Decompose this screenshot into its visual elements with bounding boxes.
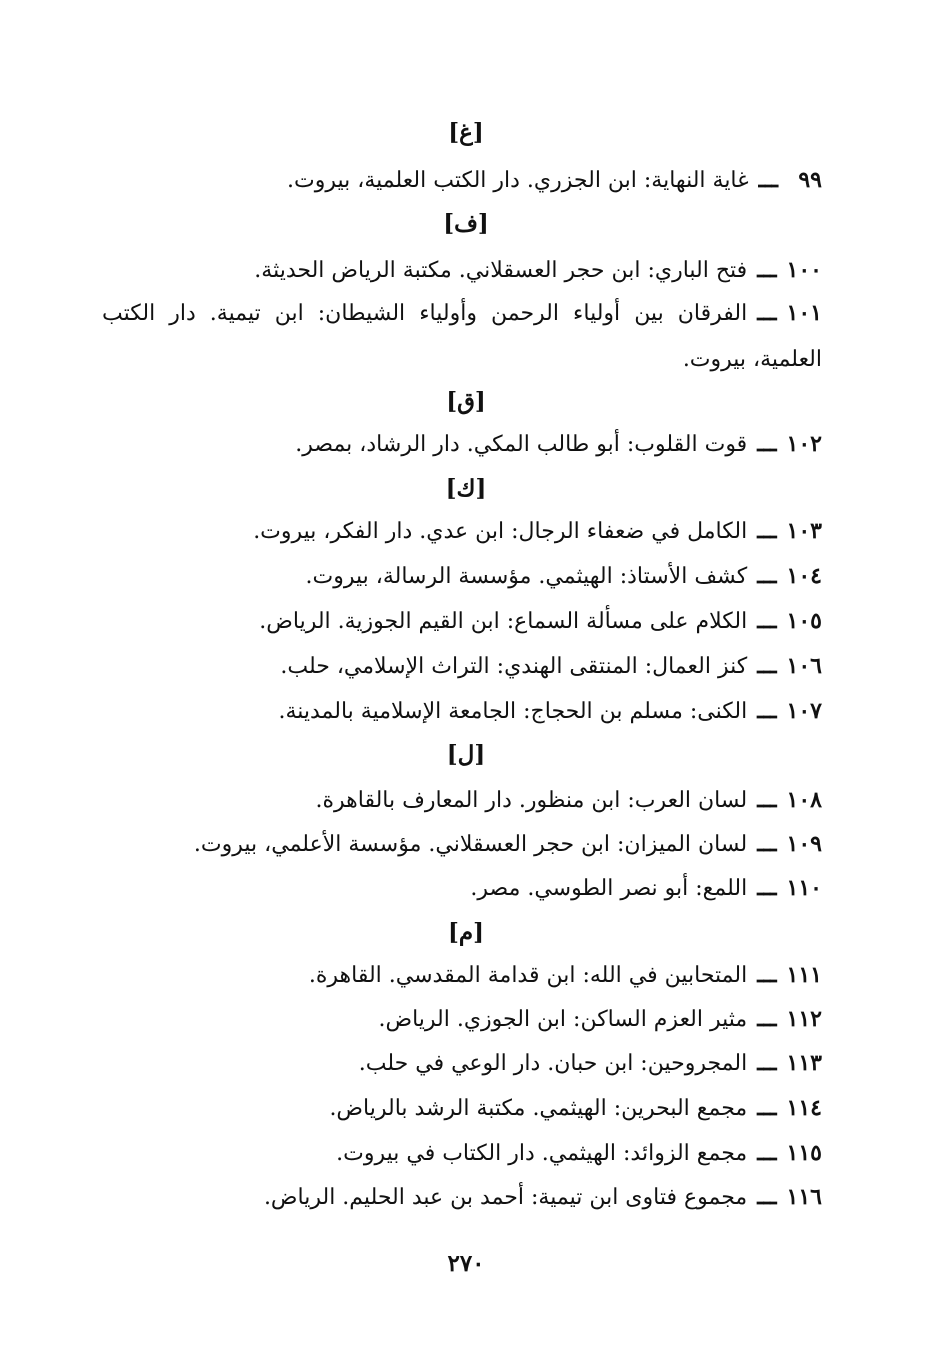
- entry-dash: ـــ: [757, 431, 777, 457]
- bibliography-entry-105: [102, 598, 822, 645]
- entry-dash: ـــ: [757, 962, 777, 988]
- entry-dash: ـــ: [757, 1140, 777, 1166]
- bibliography-entry-109: [102, 821, 822, 868]
- entry-text: الكامل في ضعفاء الرجال: ابن عدي. دار الفكر، بيروت.: [253, 519, 748, 544]
- entry-number: ١٠١: [786, 300, 822, 326]
- entry-dash: ـــ: [757, 563, 777, 589]
- entry-text: غاية النهاية: ابن الجزري. دار الكتب العلمية، بيروت.: [287, 168, 749, 193]
- entry-text: فتح الباري: ابن حجر العسقلاني. مكتبة الرياض الحديثة.: [254, 258, 748, 283]
- entry-dash: ـــ: [757, 518, 777, 544]
- section-heading-fa: [ف]: [443, 210, 489, 237]
- entry-number: ٩٩: [798, 167, 822, 193]
- entry-number: ١٠٤: [786, 563, 822, 589]
- entry-dash: ـــ: [757, 698, 777, 724]
- entry-text: مجموع فتاوى ابن تيمية: أحمد بن عبد الحليم. الرياض.: [263, 1185, 748, 1210]
- entry-number: ١١٥: [786, 1140, 822, 1166]
- section-heading-ghayn: [غ]: [448, 119, 484, 146]
- entry-number: ١٠٧: [786, 698, 822, 724]
- entry-number: ١١٦: [786, 1184, 822, 1210]
- entry-number: ١٠٦: [786, 653, 822, 679]
- entry-text: مجمع الزوائد: الهيثمي. دار الكتاب في بيروت.: [336, 1141, 748, 1166]
- section-heading-mim: [م]: [447, 919, 484, 946]
- entry-dash: ـــ: [757, 1006, 777, 1032]
- entry-dash: ـــ: [758, 167, 778, 193]
- entry-number: ١١٤: [786, 1095, 822, 1121]
- bibliography-entry-99: [102, 157, 822, 204]
- entry-dash: ـــ: [757, 787, 777, 813]
- entry-dash: ـــ: [757, 1095, 777, 1121]
- entry-text: اللمع: أبو نصر الطوسي. مصر.: [470, 876, 748, 901]
- entry-dash: ـــ: [757, 875, 777, 901]
- entry-text: المجروحين: ابن حبان. دار الوعي في حلب.: [358, 1051, 748, 1076]
- entry-number: ١١٣: [786, 1050, 822, 1076]
- entry-number: ١١٢: [786, 1006, 822, 1032]
- entry-text: كشف الأستاذ: الهيثمي. مؤسسة الرسالة، بيروت.: [305, 564, 748, 589]
- section-heading-kaf: [ك]: [445, 475, 487, 502]
- bibliography-entry-100: [102, 247, 822, 294]
- bibliography-entry-102: [102, 421, 822, 468]
- bibliography-entry-108: [102, 777, 822, 824]
- entry-text: لسان الميزان: ابن حجر العسقلاني. مؤسسة الأعلمي، بيروت.: [193, 832, 748, 857]
- page-number: ٢٧٠: [447, 1250, 485, 1277]
- entry-dash: ـــ: [757, 300, 777, 326]
- entry-dash: ـــ: [757, 257, 777, 283]
- entry-number: ١٠٥: [786, 608, 822, 634]
- bibliography-entry-113: [102, 1040, 822, 1087]
- bibliography-entry-111: [102, 952, 822, 999]
- entry-number: ١١٠: [786, 875, 822, 901]
- entry-number: ١١١: [786, 962, 822, 988]
- entry-text: لسان العرب: ابن منظور. دار المعارف بالقاهرة.: [315, 788, 748, 813]
- entry-text: المتحابين في الله: ابن قدامة المقدسي. القاهرة.: [308, 963, 748, 988]
- bibliography-entry-114: [102, 1085, 822, 1132]
- entry-dash: ـــ: [757, 608, 777, 634]
- entry-number: ١٠٨: [786, 787, 822, 813]
- entry-dash: ـــ: [757, 831, 777, 857]
- entry-number: ١٠٠: [786, 257, 822, 283]
- bibliography-entry-107: [102, 688, 822, 735]
- entry-number: ١٠٣: [786, 518, 822, 544]
- entry-number: ١٠٩: [786, 831, 822, 857]
- section-heading-lam: [ل]: [446, 741, 486, 768]
- bibliography-entry-103: [102, 508, 822, 555]
- entry-dash: ـــ: [757, 1050, 777, 1076]
- entry-text: مثير العزم الساكن: ابن الجوزي. الرياض.: [378, 1007, 748, 1032]
- bibliography-entry-112: [102, 996, 822, 1043]
- entry-number: ١٠٢: [786, 431, 822, 457]
- entry-text: الكنى: مسلم بن الحجاج: الجامعة الإسلامية بالمدينة.: [278, 699, 748, 724]
- bibliography-entry-116: [102, 1174, 822, 1221]
- entry-text: الكلام على مسألة السماع: ابن القيم الجوزية. الرياض.: [259, 609, 748, 634]
- bibliography-entry-106: [102, 643, 822, 690]
- bibliography-entry-101: [102, 290, 822, 383]
- bibliography-entry-115: [102, 1130, 822, 1177]
- entry-text: كنز العمال: المنتقى الهندي: التراث الإسلامي، حلب.: [280, 654, 748, 679]
- section-heading-qaf: [ق]: [446, 388, 486, 415]
- bibliography-entry-104: [102, 553, 822, 600]
- entry-text: قوت القلوب: أبو طالب المكي. دار الرشاد، بمصر.: [295, 432, 748, 457]
- entry-dash: ـــ: [757, 1184, 777, 1210]
- entry-text: الفرقان بين أولياء الرحمن وأولياء الشيطان: ابن تيمية. دار الكتب العلمية، بيروت.: [102, 301, 822, 372]
- entry-text: مجمع البحرين: الهيثمي. مكتبة الرشد بالرياض.: [329, 1096, 748, 1121]
- bibliography-entry-110: [102, 865, 822, 912]
- entry-dash: ـــ: [757, 653, 777, 679]
